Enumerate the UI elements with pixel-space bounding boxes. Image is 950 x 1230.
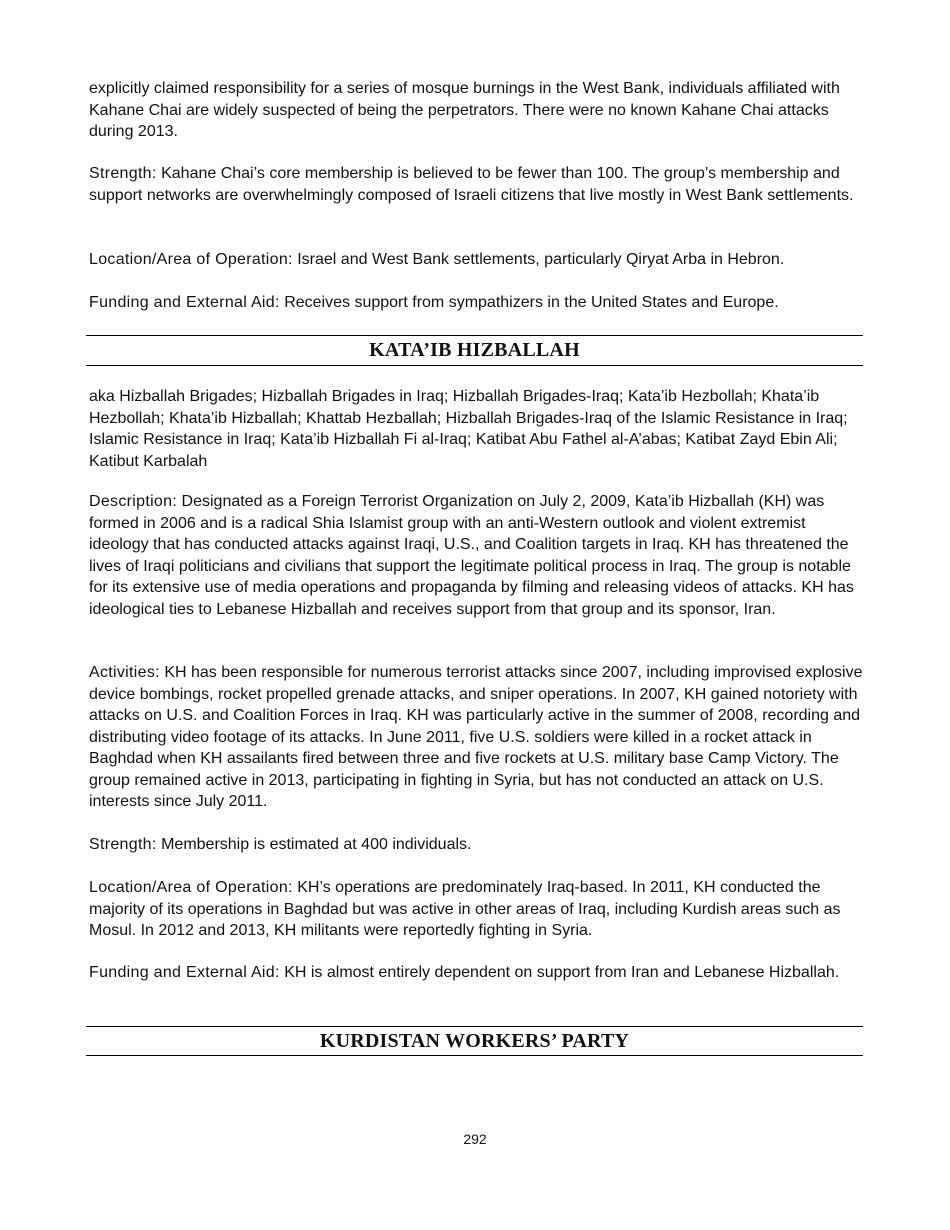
kh-location-paragraph	[89, 877, 864, 942]
kh-funding-label: Funding and External Aid:	[89, 964, 280, 981]
page-number: 292	[463, 1131, 487, 1147]
section-heading-kurdistan-workers-party: KURDISTAN WORKERS’ PARTY	[86, 1026, 863, 1056]
kh-aka-paragraph: aka Hizballah Brigades; Hizballah Brigades in Iraq; Hizballah Brigades-Iraq; Kata’ib Hezbollah; Khata’ib Hezbollah; Khata’ib Hizballah; Khattab Hezballah; Hizballah Brigades-Iraq of the Islamic Resistance in Iraq; Islamic Resistance in Iraq; Kata’ib Hizballah Fi al-Iraq; Katibat Abu Fathel al-A’abas; Katibat Zayd Ebin Ali; Katibut Karbalah	[89, 388, 848, 470]
kh-location-text: KH’s operations are predominately Iraq-based. In 2011, KH conducted the majority of its operations in Baghdad but was active in other areas of Iraq, including Kurdish areas such as Mosul. In 2012 and 2013, KH militants were reportedly fighting in Syria.	[89, 879, 841, 939]
kahane-strength-paragraph	[89, 163, 864, 206]
kahane-funding-paragraph	[89, 292, 779, 314]
kahane-funding-label: Funding and External Aid:	[89, 294, 280, 311]
kahane-intro-paragraph: explicitly claimed responsibility for a series of mosque burnings in the West Bank, individuals affiliated with Kahane Chai are widely suspected of being the perpetrators. There were no known Kahane Chai attacks during 2013.	[89, 80, 840, 140]
kh-description-text: Designated as a Foreign Terrorist Organization on July 2, 2009, Kata’ib Hizballah (KH) was formed in 2006 and is a radical Shia Islamist group with an anti-Western outlook and violent extremist ideology that has conducted attacks against Iraqi, U.S., and Coalition targets in Iraq. KH has threatened the lives of Iraqi politicians and civilians that support the legitimate political process in Iraq. The group is notable for its extensive use of media operations and propaganda by filming and releasing videos of attacks. KH has ideological ties to Lebanese Hizballah and receives support from that group and its sponsor, Iran.	[89, 493, 854, 618]
kh-strength-paragraph	[89, 834, 471, 856]
kh-description-label: Description:	[89, 493, 178, 510]
kahane-location-text: Israel and West Bank settlements, particularly Qiryat Arba in Hebron.	[297, 251, 785, 268]
kahane-funding-text: Receives support from sympathizers in the United States and Europe.	[284, 294, 779, 311]
kh-location-label: Location/Area of Operation:	[89, 879, 293, 896]
kh-activities-text: KH has been responsible for numerous terrorist attacks since 2007, including improvised explosive device bombings, rocket propelled grenade attacks, and sniper operations. In 2007, KH gained notoriety with attacks on U.S. and Coalition Forces in Iraq. KH was particularly active in the summer of 2008, recording and distributing video footage of its attacks. In June 2011, five U.S. soldiers were killed in a rocket attack in Baghdad when KH assailants fired between three and five rockets at U.S. military base Camp Victory. The group remained active in 2013, participating in fighting in Syria, but has not conducted an attack on U.S. interests since July 2011.	[89, 664, 863, 810]
kh-funding-paragraph	[89, 962, 839, 984]
kahane-strength-text: Kahane Chai’s core membership is believed to be fewer than 100. The group’s membership and support networks are overwhelmingly composed of Israeli citizens that live mostly in West Bank settlements.	[89, 165, 854, 204]
kh-strength-label: Strength:	[89, 836, 157, 853]
kh-activities-paragraph	[89, 662, 864, 813]
kh-funding-text: KH is almost entirely dependent on support from Iran and Lebanese Hizballah.	[284, 964, 840, 981]
kh-activities-label: Activities:	[89, 664, 160, 681]
kh-strength-text: Membership is estimated at 400 individuals.	[161, 836, 472, 853]
kahane-location-label: Location/Area of Operation:	[89, 251, 293, 268]
section-heading-kataib-hizballah: KATA’IB HIZBALLAH	[86, 335, 863, 366]
kahane-location-paragraph	[89, 249, 784, 271]
kahane-strength-label: Strength:	[89, 165, 157, 182]
kh-description-paragraph	[89, 491, 864, 620]
